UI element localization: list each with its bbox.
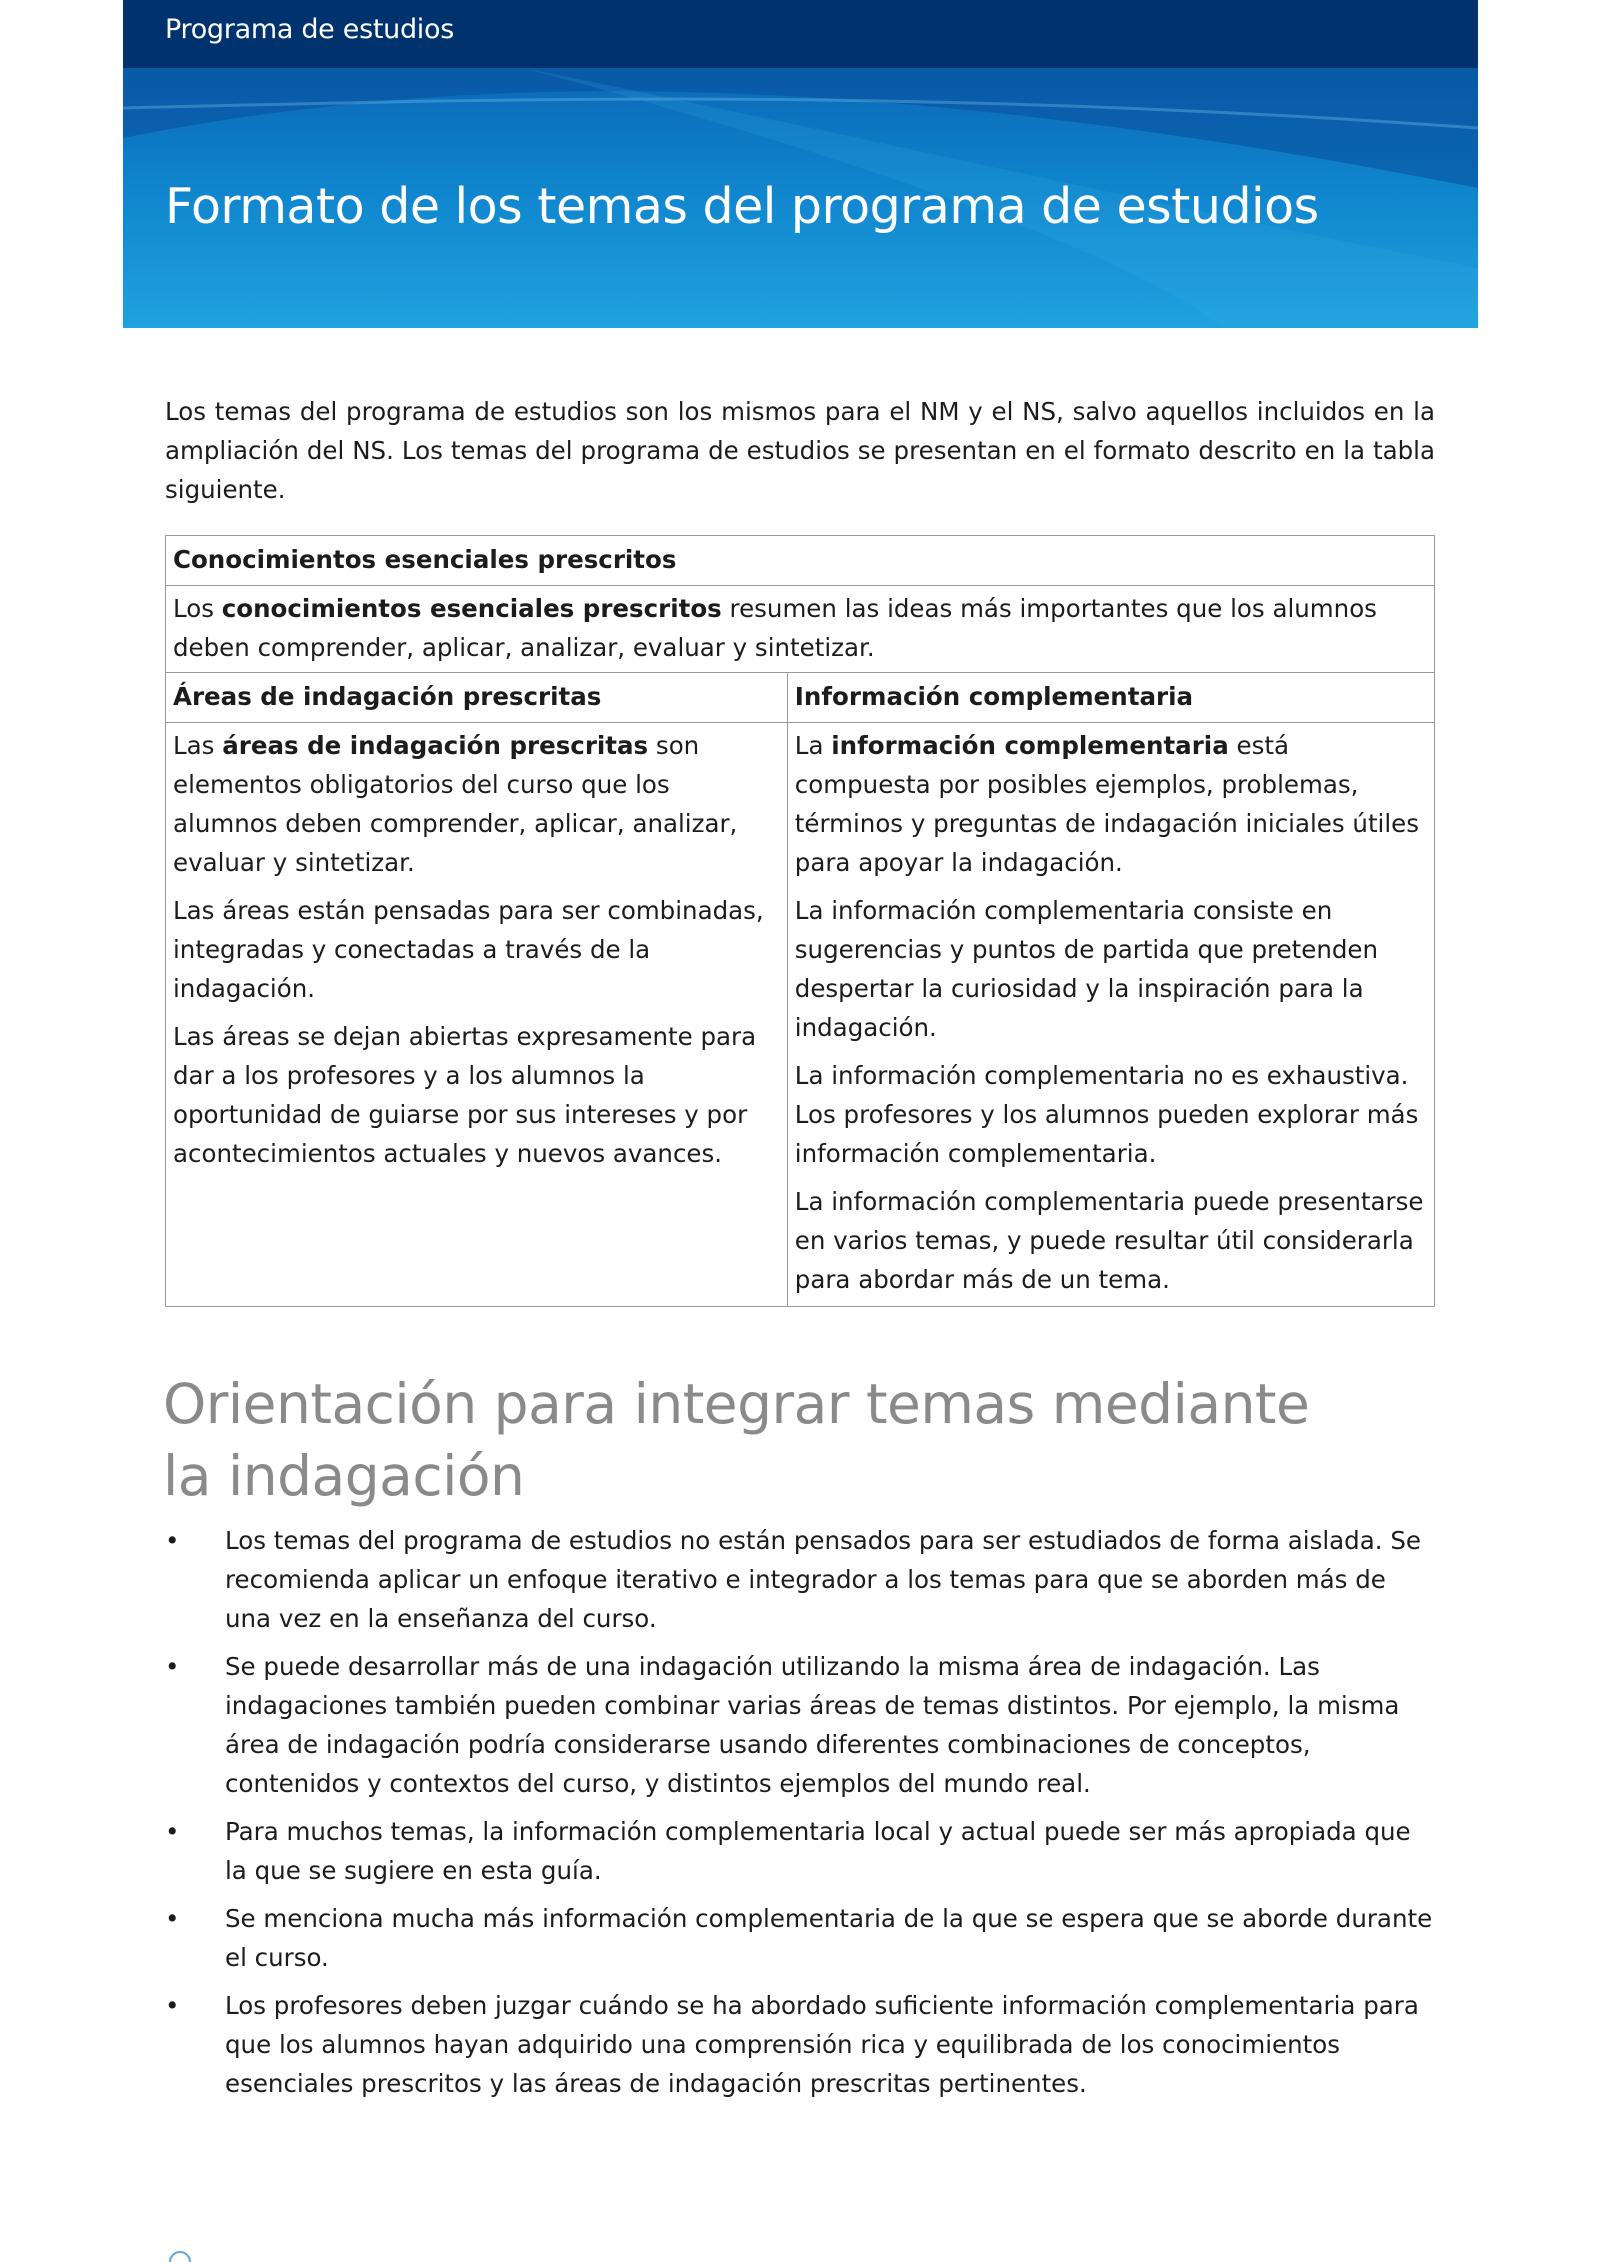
title-banner	[123, 68, 1478, 328]
list-item	[165, 1647, 1435, 1803]
areas-description-cell	[166, 723, 788, 1307]
list-item	[165, 1899, 1435, 1977]
essentials-description-cell	[166, 586, 1435, 673]
syllabus-format-table	[165, 535, 1435, 1307]
areas-paragraph-1	[173, 726, 780, 882]
list-item-text: Para muchos temas, la información complementaria local y actual puede ser más apropiada que la que se sugiere en esta guía.	[225, 1817, 1411, 1885]
orientation-heading: Orientación para integrar temas mediante la indagación	[163, 1372, 1310, 1508]
bullet-icon: •	[165, 1526, 180, 1555]
list-item	[165, 1521, 1435, 1638]
page-title: Formato de los temas del programa de estudios	[165, 178, 1319, 235]
list-item-text: Los temas del programa de estudios no están pensados para ser estudiados de forma aislada. Se recomienda aplicar un enfoque iterativo e integrador a los temas para que se aborden más de una vez en la enseñanza del curso.	[225, 1526, 1421, 1633]
areas-p1-post: son elementos obligatorios del curso que los alumnos deben comprender, aplicar, analizar, evaluar y sintetizar.	[173, 731, 738, 877]
info-paragraph-3: La información complementaria no es exhaustiva. Los profesores y los alumnos pueden explorar más información complementaria.	[794, 1061, 1419, 1168]
bullet-icon: •	[165, 1991, 180, 2020]
areas-paragraph-3: Las áreas se dejan abiertas expresamente para dar a los profesores y a los alumnos la oportunidad de guiarse por sus intereses y por acontecimientos actuales y nuevos avances.	[173, 1022, 757, 1168]
info-paragraph-1	[795, 726, 1427, 882]
essentials-text-bold: conocimientos esenciales prescritos	[221, 594, 722, 623]
list-item-text: Los profesores deben juzgar cuándo se ha abordado suficiente información complementaria para que los alumnos hayan adquirido una comprensión rica y equilibrada de los conocimientos esenciales prescritos y las áreas de indagación prescritas pertinentes.	[225, 1991, 1419, 2098]
section-label: Programa de estudios	[165, 14, 454, 45]
essentials-heading-cell	[166, 536, 1435, 586]
info-p1-pre: La	[794, 731, 832, 760]
list-item-text: Se puede desarrollar más de una indagación utilizando la misma área de indagación. Las indagaciones también pueden combinar varias áreas de temas distintos. Por ejemplo, la misma área de indagación podría considerarse usando diferentes combinaciones de conceptos, contenidos y contextos del curso, y distintos ejemplos del mundo real.	[225, 1652, 1400, 1798]
info-description-cell	[787, 723, 1434, 1307]
info-p1-bold: información complementaria	[831, 731, 1229, 760]
intro-paragraph: Los temas del programa de estudios son los mismos para el NM y el NS, salvo aquellos incluidos en la ampliación del NS. Los temas del programa de estudios se presentan en el formato descrito en la tabla siguiente.	[165, 397, 1435, 504]
bullet-icon: •	[165, 1652, 180, 1681]
header-bar	[123, 0, 1478, 68]
areas-paragraph-2: Las áreas están pensadas para ser combinadas, integradas y conectadas a través de la indagación.	[173, 896, 764, 1003]
bullet-icon: •	[165, 1904, 180, 1933]
list-item-text: Se menciona mucha más información complementaria de la que se espera que se aborde durante el curso.	[225, 1904, 1433, 1972]
bullet-icon: •	[165, 1817, 180, 1846]
footer-logo-icon	[165, 2250, 195, 2262]
info-p1-post: está compuesta por posibles ejemplos, problemas, términos y preguntas de indagación iniciales útiles para apoyar la indagación.	[794, 731, 1419, 877]
areas-heading: Áreas de indagación prescritas	[173, 682, 602, 711]
essentials-text-post: resumen las ideas más importantes que los alumnos deben comprender, aplicar, analizar, evaluar y sintetizar.	[173, 594, 1377, 662]
info-paragraph-4: La información complementaria puede presentarse en varios temas, y puede resultar útil considerarla para abordar más de un tema.	[794, 1187, 1424, 1294]
info-heading: Información complementaria	[794, 682, 1193, 711]
essentials-heading: Conocimientos esenciales prescritos	[173, 545, 677, 574]
list-item	[165, 1812, 1435, 1890]
info-paragraph-2: La información complementaria consiste en sugerencias y puntos de partida que pretenden despertar la curiosidad y la inspiración para la indagación.	[794, 896, 1379, 1042]
essentials-text-pre: Los	[173, 594, 222, 623]
guidance-list	[165, 1521, 1435, 2112]
info-heading-cell	[787, 673, 1434, 723]
areas-p1-bold: áreas de indagación prescritas	[222, 731, 649, 760]
list-item	[165, 1986, 1435, 2103]
areas-p1-pre: Las	[173, 731, 223, 760]
areas-heading-cell	[166, 673, 788, 723]
